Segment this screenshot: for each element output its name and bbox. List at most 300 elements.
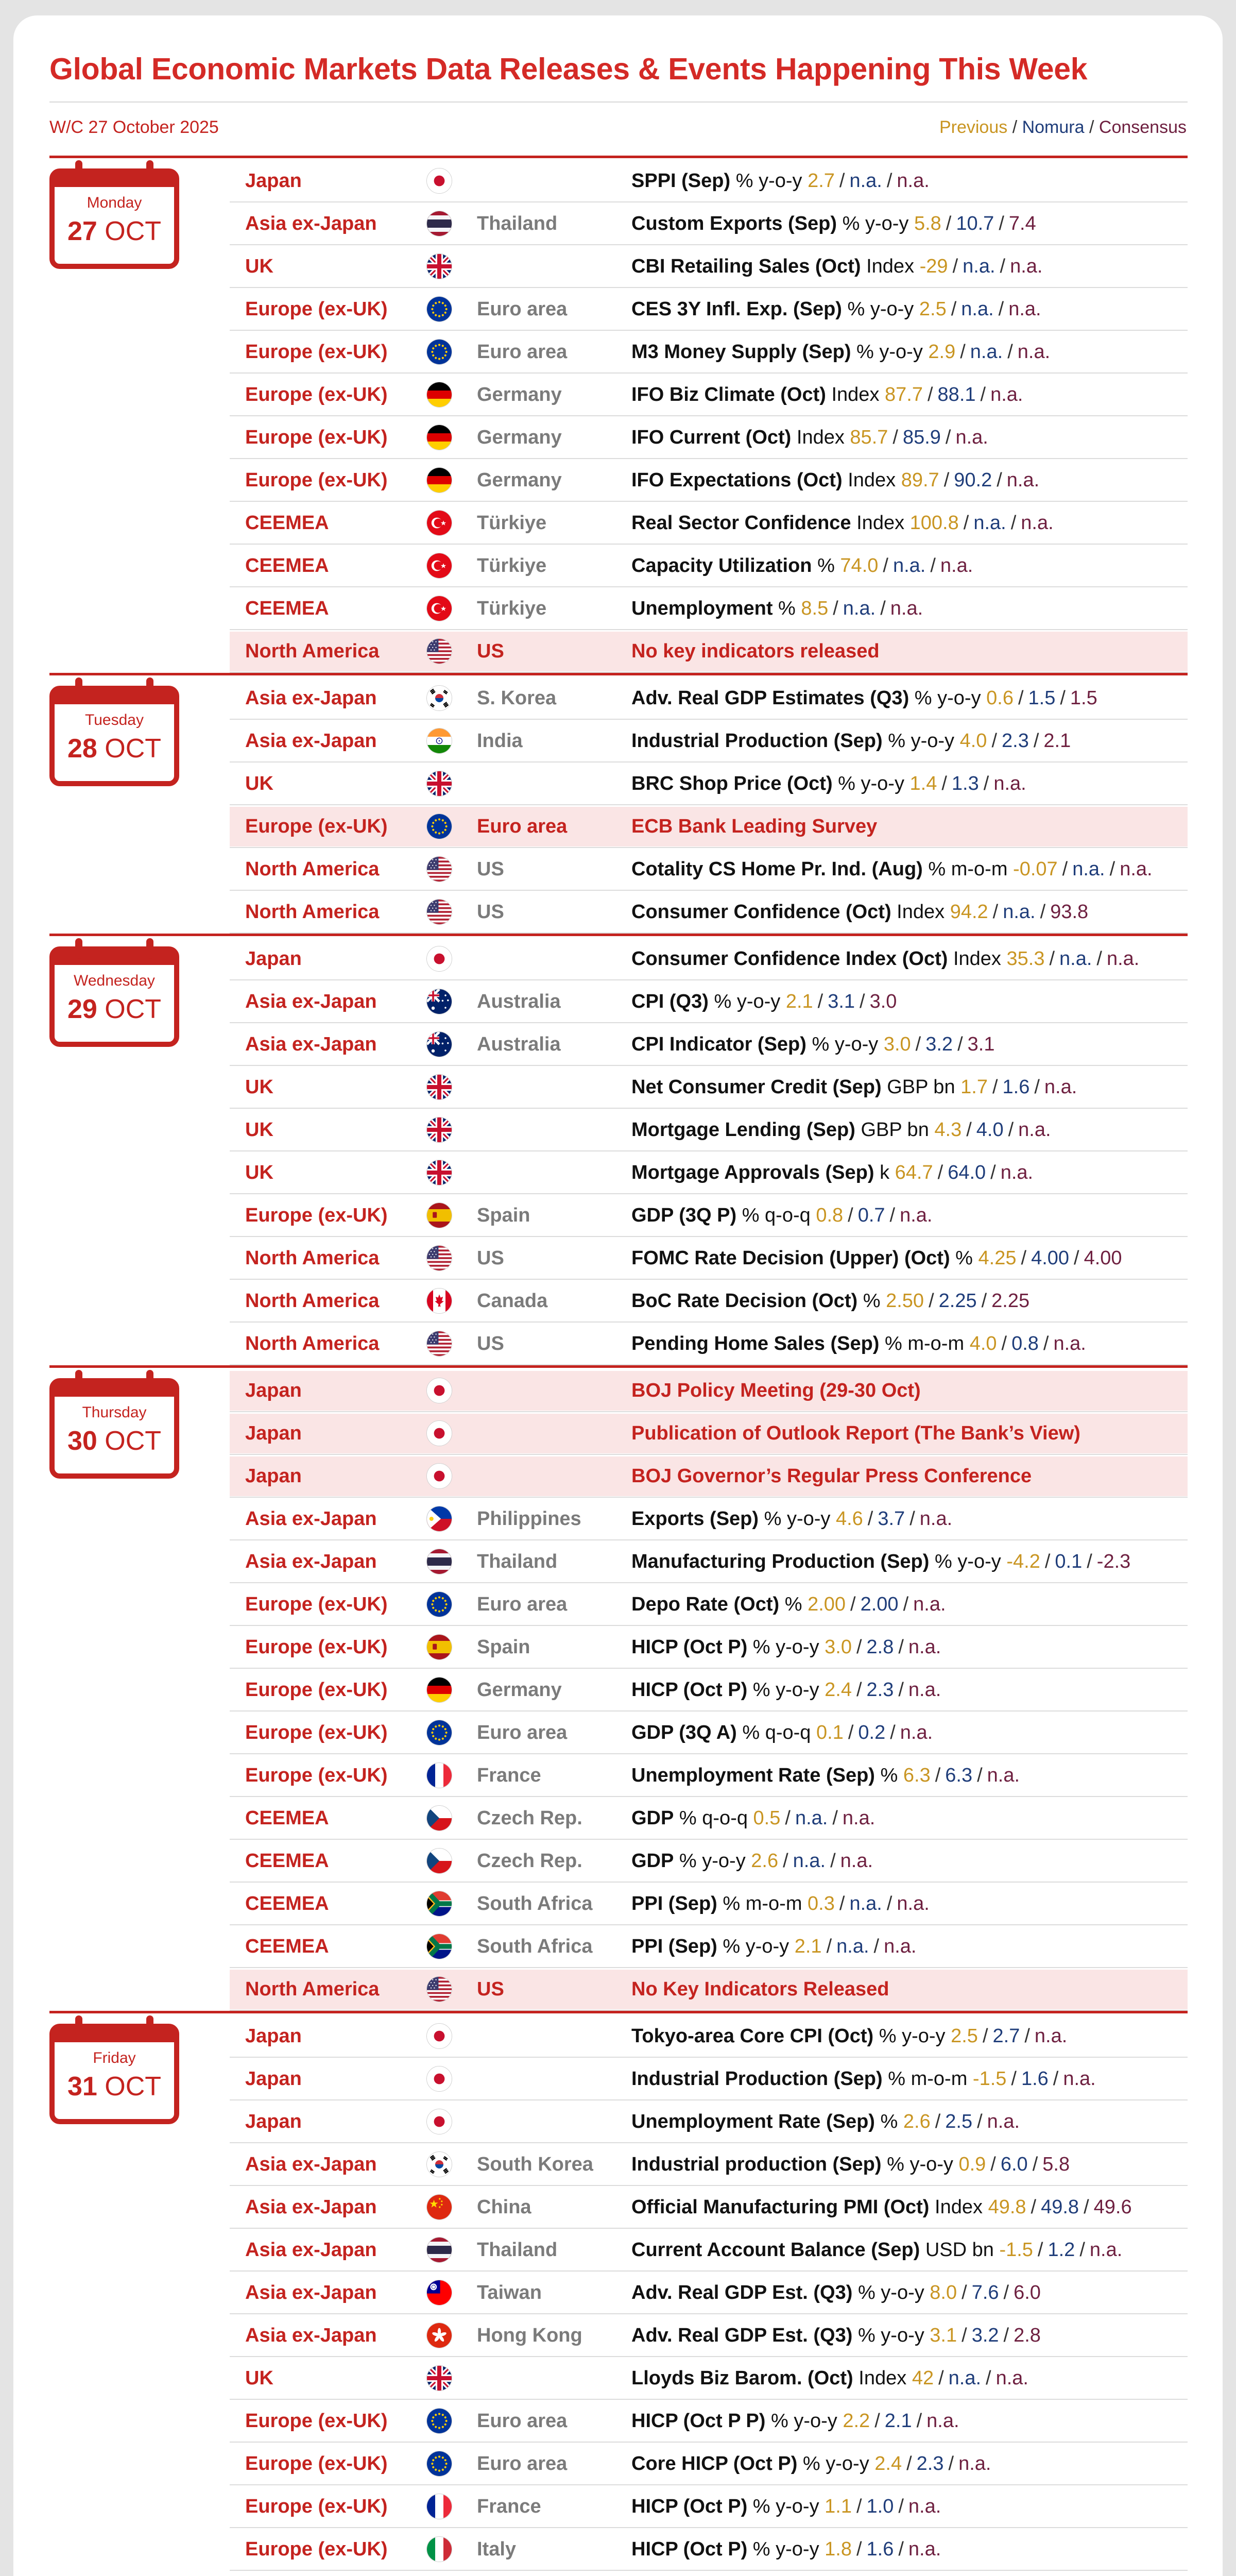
region-label: Asia ex-Japan [245, 730, 377, 752]
us-flag-icon [426, 638, 452, 664]
indicator-unit: Index [897, 901, 945, 923]
region-label: North America [245, 640, 380, 662]
value-previous: 3.1 [930, 2325, 957, 2346]
region-label: North America [245, 1247, 380, 1269]
value-consensus: n.a. [990, 384, 1023, 405]
calendar-weekday: Thursday [82, 1404, 147, 1421]
indicator-unit: % y-o-y [887, 2154, 953, 2175]
value-nomura: 3.7 [878, 1508, 905, 1530]
country-label: Euro area [477, 2410, 568, 2432]
value-nomura: n.a. [963, 256, 995, 277]
country-label: Czech Rep. [477, 1807, 582, 1829]
region-label: Europe (ex-UK) [245, 1594, 388, 1615]
country-label: Australia [477, 991, 561, 1012]
indicator-unit: % y-o-y [857, 2282, 924, 2303]
release-row [49, 416, 1188, 459]
region-label: UK [245, 1076, 273, 1098]
region-label: Asia ex-Japan [245, 1508, 377, 1530]
indicator-name: CPI Indicator (Sep) [631, 1033, 806, 1055]
value-previous: 2.1 [794, 1936, 822, 1957]
indicator: Consumer Confidence (Oct) Index 94.2 / n.a. / 93.8 [631, 901, 1089, 923]
region-label: CEEMEA [245, 555, 329, 577]
indicator: GDP (3Q P) % q-o-q 0.8 / 0.7 / n.a. [631, 1205, 933, 1226]
us-flag-icon [426, 1245, 452, 1271]
indicator-name: CBI Retailing Sales (Oct) [631, 256, 861, 277]
indicator: Adv. Real GDP Estimates (Q3) % y-o-y 0.6 / 1.5 / 1.5 [631, 687, 1097, 709]
indicator-name: Industrial Production (Sep) [631, 2068, 883, 2090]
indicator: Mortgage Lending (Sep) GBP bn 4.3 / 4.0 / n.a. [631, 1119, 1051, 1141]
value-previous: 87.7 [885, 384, 923, 405]
value-nomura: 1.6 [1021, 2068, 1049, 2090]
indicator-unit: % q-o-q [679, 1807, 748, 1829]
indicator: Core HICP (Oct P) % y-o-y 2.4 / 2.3 / n.a. [631, 2453, 991, 2475]
region-label: Europe (ex-UK) [245, 341, 388, 363]
day-block-wednesday [49, 934, 1188, 1364]
legend-separator: / [1012, 117, 1022, 137]
value-consensus: 5.8 [1042, 2154, 1070, 2175]
value-nomura: 64.0 [948, 1162, 986, 1183]
release-row [49, 1237, 1188, 1280]
value-previous: 35.3 [1006, 948, 1045, 970]
value-previous: 100.8 [909, 512, 959, 534]
value-consensus: 2.8 [1014, 2325, 1041, 2346]
release-row [49, 1109, 1188, 1151]
germany-flag-icon [426, 467, 452, 493]
legend-nomura: Nomura [1022, 117, 1085, 137]
indicator: Depo Rate (Oct) % 2.00 / 2.00 / n.a. [631, 1594, 946, 1615]
release-row [49, 1626, 1188, 1669]
value-previous: 1.8 [825, 2538, 852, 2560]
country-label: Thailand [477, 1551, 558, 1572]
region-label: Japan [245, 170, 302, 192]
france-flag-icon [426, 2494, 452, 2519]
release-row [49, 1066, 1188, 1109]
indicator-unit: % m-o-m [885, 1333, 965, 1354]
indicator: Net Consumer Credit (Sep) GBP bn 1.7 / 1.6 / n.a. [631, 1076, 1077, 1098]
thailand-flag-icon [426, 211, 452, 236]
indicator-unit: % q-o-q [742, 1205, 811, 1226]
calendar-weekday: Wednesday [74, 972, 155, 989]
value-consensus: n.a. [1044, 1076, 1077, 1098]
value-nomura: 2.3 [866, 1679, 894, 1701]
region-label: Europe (ex-UK) [245, 816, 388, 837]
value-consensus: n.a. [900, 1722, 933, 1743]
germany-flag-icon [426, 382, 452, 408]
indicator: Custom Exports (Sep) % y-o-y 5.8 / 10.7 / 7.4 [631, 213, 1036, 234]
value-previous: -1.5 [999, 2239, 1033, 2261]
turkiye-flag-icon [426, 510, 452, 536]
indicator-name: Pending Home Sales (Sep) [631, 1333, 880, 1354]
indicator: Consumer Confidence Index (Oct) Index 35.3 / n.a. / n.a. [631, 948, 1140, 970]
indicator-name: Mortgage Lending (Sep) [631, 1119, 855, 1141]
release-row [49, 374, 1188, 416]
indicator: SPPI (Sep) % y-o-y 2.7 / n.a. / n.a. [631, 170, 930, 192]
value-consensus: n.a. [1010, 256, 1043, 277]
value-nomura: 0.1 [1055, 1551, 1083, 1572]
indicator: Mortgage Approvals (Sep) k 64.7 / 64.0 / n.a. [631, 1162, 1034, 1183]
event-row [49, 1412, 1188, 1455]
value-nomura: 7.6 [971, 2282, 999, 2303]
release-row [49, 331, 1188, 374]
event-name: No key indicators released [631, 640, 880, 662]
region-label: Japan [245, 2068, 302, 2090]
spain-flag-icon [426, 1634, 452, 1660]
indicator: IFO Expectations (Oct) Index 89.7 / 90.2 / n.a. [631, 469, 1040, 491]
value-previous: 1.4 [909, 773, 937, 794]
indicator [631, 2571, 968, 2576]
indicator-unit: % y-o-y [856, 341, 923, 363]
japan-flag-icon [426, 168, 452, 194]
japan-flag-icon [426, 2066, 452, 2092]
value-previous: 8.0 [930, 2282, 957, 2303]
philippines-flag-icon [426, 1506, 452, 1532]
uk-flag-icon [426, 1160, 452, 1185]
uk-flag-icon [426, 253, 452, 279]
value-consensus: n.a. [987, 2111, 1020, 2132]
country-label: US [477, 1333, 504, 1354]
indicator-name: Adv. Real GDP Est. (Q3) [631, 2282, 853, 2303]
region-label: Asia ex-Japan [245, 687, 377, 709]
country-label: S. Korea [477, 687, 557, 709]
value-nomura: 2.8 [866, 1636, 894, 1658]
indicator: HICP (Oct P) % y-o-y 3.0 / 2.8 / n.a. [631, 1636, 941, 1658]
indicator-unit: % [784, 1594, 802, 1615]
release-row [49, 2485, 1188, 2528]
japan-flag-icon [426, 2023, 452, 2049]
value-consensus: 1.5 [1070, 687, 1097, 709]
release-row [49, 1711, 1188, 1754]
value-consensus: n.a. [1000, 1162, 1034, 1183]
uk-flag-icon [426, 1074, 452, 1100]
indicator-name: GDP (3Q P) [631, 1205, 737, 1226]
value-nomura: 2.7 [992, 2025, 1020, 2047]
calendar-date: 30 OCT [67, 1426, 162, 1456]
value-previous: 3.0 [825, 1636, 852, 1658]
south-africa-flag-icon [426, 1934, 452, 1959]
indicator-name: Unemployment Rate (Sep) [631, 1765, 875, 1786]
region-label: Europe (ex-UK) [245, 1679, 388, 1701]
region-label: Europe (ex-UK) [245, 2410, 388, 2432]
region-label: Europe (ex-UK) [245, 427, 388, 448]
value-previous: -1.5 [972, 2068, 1007, 2090]
value-previous: 42 [912, 2367, 934, 2389]
indicator-unit: % m-o-m [723, 1893, 802, 1914]
indicator-unit: % m-o-m [928, 858, 1008, 880]
release-row [49, 202, 1188, 245]
country-label: Euro area [477, 298, 568, 320]
release-row [49, 2143, 1188, 2186]
us-flag-icon [426, 1976, 452, 2002]
indicator-unit: Index [856, 512, 905, 534]
indicator-name: Mortgage Approvals (Sep) [631, 1162, 874, 1183]
value-nomura: 2.25 [938, 1290, 977, 1312]
indicator: Adv. Real GDP Est. (Q3) % y-o-y 3.1 / 3.2 / 2.8 [631, 2325, 1041, 2346]
region-label: Asia ex-Japan [245, 1551, 377, 1572]
indicator: Adv. Real GDP Est. (Q3) % y-o-y 8.0 / 7.6 / 6.0 [631, 2282, 1041, 2303]
value-consensus: n.a. [900, 1205, 933, 1226]
value-consensus: 2.25 [991, 1290, 1030, 1312]
release-row [49, 2314, 1188, 2357]
value-previous: 0.5 [753, 1807, 781, 1829]
infographic-card [13, 15, 1223, 2576]
event-name: ECB Bank Leading Survey [631, 816, 878, 837]
japan-flag-icon [426, 1378, 452, 1403]
germany-flag-icon [426, 1677, 452, 1703]
indicator-unit: % y-o-y [812, 1033, 879, 1055]
value-consensus: n.a. [993, 773, 1026, 794]
value-previous: 4.0 [959, 730, 987, 752]
indicator-unit: % y-o-y [888, 730, 955, 752]
indicator-unit: % y-o-y [838, 773, 904, 794]
region-label: Japan [245, 1380, 302, 1401]
country-label: US [477, 1247, 504, 1269]
indicator-unit: % m-o-m [888, 2068, 968, 2090]
value-nomura: 6.0 [1000, 2154, 1028, 2175]
country-label: Hong Kong [477, 2325, 582, 2346]
indicator: Exports (Sep) % y-o-y 4.6 / 3.7 / n.a. [631, 1508, 953, 1530]
region-label: Europe (ex-UK) [245, 2496, 388, 2517]
indicator-unit: k [880, 1162, 890, 1183]
czech-flag-icon [426, 1805, 452, 1831]
value-consensus: n.a. [890, 598, 923, 619]
region-label: UK [245, 773, 273, 794]
value-nomura: 3.1 [828, 991, 855, 1012]
value-consensus: n.a. [884, 1936, 917, 1957]
indicator-name: BoC Rate Decision (Oct) [631, 1290, 858, 1312]
value-consensus: 4.00 [1084, 1247, 1122, 1269]
release-row [49, 2186, 1188, 2229]
region-label: UK [245, 1162, 273, 1183]
release-row [49, 1797, 1188, 1840]
value-previous: 2.6 [903, 2111, 931, 2132]
release-row [49, 1840, 1188, 1883]
country-label: Euro area [477, 816, 568, 837]
indicator-name: Consumer Confidence (Oct) [631, 901, 891, 923]
value-nomura: n.a. [1003, 901, 1036, 923]
release-row [49, 1323, 1188, 1365]
value-nomura: 0.8 [1011, 1333, 1039, 1354]
indicator-unit: % [817, 555, 835, 577]
region-label: Asia ex-Japan [245, 2154, 377, 2175]
region-label: Japan [245, 1422, 302, 1444]
value-nomura: 85.9 [902, 427, 941, 448]
indicator-unit: % y-o-y [847, 298, 914, 320]
release-row [49, 677, 1188, 720]
value-nomura: n.a. [892, 555, 926, 577]
value-previous: 8.5 [801, 598, 829, 619]
japan-flag-icon [426, 2109, 452, 2134]
thailand-flag-icon [426, 1549, 452, 1574]
value-consensus: n.a. [995, 2367, 1028, 2389]
indicator-name: GDP (3Q A) [631, 1722, 737, 1743]
value-nomura: 1.0 [866, 2496, 894, 2517]
country-label: Italy [477, 2538, 517, 2560]
country-label: Germany [477, 1679, 562, 1701]
release-row [49, 938, 1188, 980]
value-nomura: n.a. [849, 1893, 882, 1914]
indicator: Tokyo-area Core CPI (Oct) % y-o-y 2.5 / 2.7 / n.a. [631, 2025, 1068, 2047]
value-consensus: n.a. [1021, 512, 1054, 534]
indicator-name: Exports (Sep) [631, 1508, 759, 1530]
region-label: CEEMEA [245, 1936, 329, 1957]
region-label: Europe (ex-UK) [245, 1636, 388, 1658]
value-previous: 2.6 [751, 1850, 779, 1872]
indicator-name: Core HICP (Oct P) [631, 2453, 798, 2475]
indicator: Lloyds Biz Barom. (Oct) Index 42 / n.a. / n.a. [631, 2367, 1028, 2389]
value-previous: 74.0 [840, 555, 879, 577]
value-nomura: n.a. [793, 1850, 826, 1872]
indicator-unit: Index [831, 384, 880, 405]
country-label: Euro area [477, 1594, 568, 1615]
us-flag-icon [426, 899, 452, 925]
value-nomura: 0.7 [857, 1205, 885, 1226]
region-label: Asia ex-Japan [245, 2196, 377, 2218]
value-nomura: 2.3 [916, 2453, 944, 2475]
value-consensus: n.a. [897, 170, 930, 192]
region-label: Europe (ex-UK) [245, 1205, 388, 1226]
country-label: Australia [477, 1033, 561, 1055]
south-korea-flag-icon [426, 2151, 452, 2177]
value-nomura: 2.3 [1002, 730, 1029, 752]
value-consensus: n.a. [1053, 1333, 1086, 1354]
value-consensus: n.a. [940, 555, 973, 577]
eu-flag-icon [426, 1720, 452, 1745]
release-row [49, 848, 1188, 891]
indicator-unit: USD bn [925, 2239, 994, 2261]
value-consensus: n.a. [1034, 2025, 1068, 2047]
indicator-unit: Index [859, 2367, 907, 2389]
release-row [49, 1194, 1188, 1237]
country-label: Euro area [477, 1722, 568, 1743]
release-row [49, 2443, 1188, 2485]
value-previous: 89.7 [901, 469, 939, 491]
release-row [49, 762, 1188, 805]
indicator-name: PPI (Sep) [631, 1936, 717, 1957]
indicator-unit: % q-o-q [742, 1722, 811, 1743]
indicator-unit: % y-o-y [752, 1636, 819, 1658]
value-consensus: n.a. [1006, 469, 1040, 491]
value-consensus: n.a. [1063, 2068, 1096, 2090]
country-label: Türkiye [477, 555, 547, 577]
release-row [49, 891, 1188, 934]
indicator: Current Account Balance (Sep) USD bn -1.5 / 1.2 / n.a. [631, 2239, 1123, 2261]
italy-flag-icon [426, 2536, 452, 2562]
indicator-name: CES 3Y Infl. Exp. (Sep) [631, 298, 842, 320]
indicator: GDP (3Q A) % q-o-q 0.1 / 0.2 / n.a. [631, 1722, 933, 1743]
region-label: Europe (ex-UK) [245, 384, 388, 405]
value-nomura: n.a. [843, 598, 876, 619]
region-label: North America [245, 1978, 380, 2000]
release-row [49, 2528, 1188, 2571]
legend-consensus: Consensus [1098, 117, 1187, 137]
us-flag-icon [426, 856, 452, 882]
value-previous: 4.6 [835, 1508, 863, 1530]
value-previous: 2.5 [951, 2025, 978, 2047]
region-label: North America [245, 901, 380, 923]
release-row [49, 1540, 1188, 1583]
value-previous: 4.3 [934, 1119, 962, 1141]
country-label: Germany [477, 427, 562, 448]
eu-flag-icon [426, 2408, 452, 2434]
release-row [49, 245, 1188, 288]
value-nomura: 1.6 [1002, 1076, 1030, 1098]
country-label: Spain [477, 1205, 530, 1226]
value-consensus: n.a. [919, 1508, 953, 1530]
value-consensus: n.a. [958, 2453, 991, 2475]
value-nomura: 10.7 [956, 213, 994, 234]
country-label: South Africa [477, 1893, 593, 1914]
indicator-name: Unemployment Rate (Sep) [631, 2111, 875, 2132]
indicator: Industrial production (Sep) % y-o-y 0.9 / 6.0 / 5.8 [631, 2154, 1070, 2175]
value-nomura: 88.1 [937, 384, 976, 405]
indicator: IFO Biz Climate (Oct) Index 87.7 / 88.1 / n.a. [631, 384, 1023, 405]
indicator-name: Adv. Real GDP Est. (Q3) [631, 2325, 853, 2346]
value-previous: 0.9 [958, 2154, 986, 2175]
event-name: Publication of Outlook Report (The Bank’s View) [631, 1422, 1080, 1444]
hong-kong-flag-icon [426, 2323, 452, 2348]
value-previous: 4.0 [969, 1333, 997, 1354]
value-consensus: n.a. [908, 1636, 941, 1658]
calendar-date: 28 OCT [67, 734, 162, 764]
region-label: Europe (ex-UK) [245, 469, 388, 491]
indicator: Industrial Production (Sep) % y-o-y 4.0 / 2.3 / 2.1 [631, 730, 1071, 752]
country-label: Euro area [477, 2453, 568, 2475]
indicator-unit: % y-o-y [842, 213, 909, 234]
release-row [49, 1754, 1188, 1797]
indicator-name: SPPI (Sep) [631, 170, 731, 192]
release-row [49, 2015, 1188, 2058]
indicator: Unemployment Rate (Sep) % 2.6 / 2.5 / n.a. [631, 2111, 1020, 2132]
value-consensus: n.a. [840, 1850, 873, 1872]
value-consensus: 3.0 [869, 991, 897, 1012]
country-label: China [477, 2196, 531, 2218]
value-consensus: 6.0 [1014, 2282, 1041, 2303]
release-row [49, 502, 1188, 545]
value-nomura: 3.2 [925, 1033, 953, 1055]
country-label: South Africa [477, 1936, 593, 1957]
value-nomura: 1.5 [1028, 687, 1056, 709]
indicator-unit: % y-o-y [752, 2496, 819, 2517]
indicator-name: Cotality CS Home Pr. Ind. (Aug) [631, 858, 923, 880]
value-nomura: n.a. [849, 170, 882, 192]
region-label: Europe (ex-UK) [245, 2453, 388, 2475]
release-row [49, 980, 1188, 1023]
indicator-unit: % y-o-y [935, 1551, 1001, 1572]
event-row [49, 1455, 1188, 1498]
turkiye-flag-icon [426, 596, 452, 621]
australia-flag-icon [426, 989, 452, 1014]
country-label: Türkiye [477, 598, 547, 619]
indicator-name: Industrial Production (Sep) [631, 730, 883, 752]
indicator: CPI (Q3) % y-o-y 2.1 / 3.1 / 3.0 [631, 991, 897, 1012]
indicator-name: IFO Current (Oct) [631, 427, 792, 448]
eu-flag-icon [426, 339, 452, 365]
indicator-unit: % [880, 2111, 898, 2132]
value-consensus: n.a. [1018, 1119, 1051, 1141]
calendar-date: 29 OCT [67, 994, 162, 1024]
release-row [49, 545, 1188, 587]
day-block-monday [49, 156, 1188, 671]
indicator-name: HICP (Oct P) [631, 1636, 748, 1658]
value-consensus: n.a. [955, 427, 988, 448]
indicator-name: Industrial production (Sep) [631, 2154, 882, 2175]
eu-flag-icon [426, 814, 452, 839]
region-label: CEEMEA [245, 1850, 329, 1872]
region-label: North America [245, 1290, 380, 1312]
event-row [49, 805, 1188, 848]
indicator: Real Sector Confidence Index 100.8 / n.a. / n.a. [631, 512, 1054, 534]
indicator-name: Unemployment [631, 598, 773, 619]
